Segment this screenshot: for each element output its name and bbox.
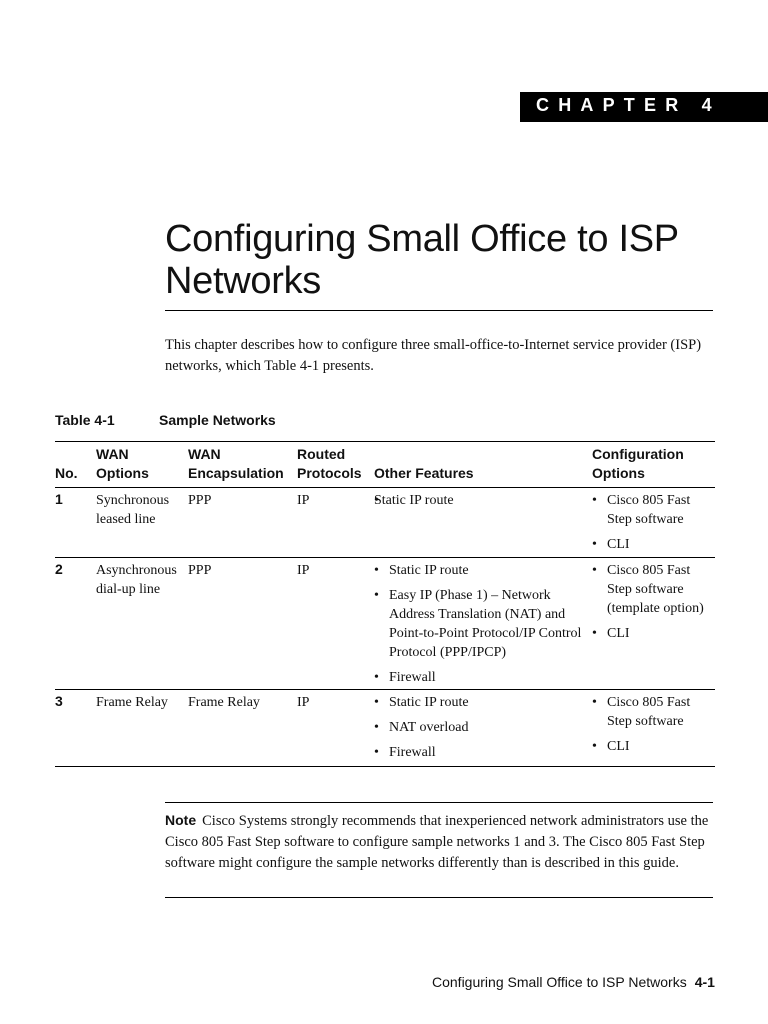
table-caption: [55, 412, 276, 428]
table-header-rule: [55, 487, 715, 488]
header-routed-protocols: Routed Protocols: [297, 446, 362, 481]
table-top-rule: [55, 441, 715, 442]
config-item: • CLI: [592, 535, 710, 554]
feature-item: • Firewall: [374, 743, 584, 762]
header-other-features: Other Features: [374, 465, 474, 481]
cell-other-features: [374, 561, 584, 693]
header-wan-options: WAN Options: [96, 446, 149, 481]
feature-item: • Static IP route: [374, 491, 584, 510]
cell-configuration-options: [592, 491, 710, 560]
feature-item: • NAT overload: [374, 718, 584, 737]
cell-wan-encapsulation: PPP: [188, 563, 212, 578]
cell-wan-options: Synchronous leased line: [96, 493, 170, 527]
footer-title: Configuring Small Office to ISP Networks: [432, 974, 687, 990]
intro-paragraph: This chapter describes how to configure three small-office-to-Internet service provider (ISP) networks, which Table 4-1 presents.: [165, 337, 702, 374]
cell-configuration-options: [592, 693, 710, 762]
feature-item: • Static IP route: [374, 561, 584, 580]
cell-other-features: [374, 491, 584, 516]
header-wan-encapsulation: WAN Encapsulation: [188, 446, 284, 481]
note-top-rule: [165, 802, 713, 803]
page-title: Configuring Small Office to ISP Networks: [165, 218, 679, 302]
note-text: Cisco Systems strongly recommends that inexperienced network administrators use the Cisco 805 Fast Step software to configure sample networks 1 and 3. The Cisco 805 Fast Step software might configure the sample networks differently than is described in this guide.: [165, 813, 709, 871]
note-bottom-rule: [165, 897, 713, 898]
config-item: • Cisco 805 Fast Step software: [592, 491, 710, 529]
feature-item: • Static IP route: [374, 693, 584, 712]
header-no: No.: [55, 465, 78, 481]
config-item: • Cisco 805 Fast Step software: [592, 693, 710, 731]
cell-wan-options: Frame Relay: [96, 695, 168, 710]
cell-routed-protocols: IP: [297, 493, 310, 508]
title-rule: [165, 310, 713, 311]
chapter-label: CHAPTER 4: [536, 95, 721, 115]
cell-routed-protocols: IP: [297, 563, 310, 578]
cell-routed-protocols: IP: [297, 695, 310, 710]
config-item: • CLI: [592, 624, 710, 643]
cell-other-features: [374, 693, 584, 768]
feature-item: • Firewall: [374, 668, 584, 687]
table-caption-title: Sample Networks: [159, 412, 276, 428]
row-number: 1: [55, 491, 63, 507]
config-item: • CLI: [592, 737, 710, 756]
header-configuration-options: Configuration Options: [592, 446, 684, 481]
cell-wan-options: Asynchronous dial-up line: [96, 563, 177, 597]
feature-item: • Easy IP (Phase 1) – Network Address Translation (NAT) and Point-to-Point Protocol/IP Control Protocol (PPP/IPCP): [374, 586, 584, 662]
page-number: 4-1: [694, 974, 715, 990]
cell-configuration-options: [592, 561, 710, 649]
note: [165, 810, 715, 874]
table-caption-number: Table 4-1: [55, 412, 115, 428]
cell-wan-encapsulation: PPP: [188, 493, 212, 508]
cell-wan-encapsulation: Frame Relay: [188, 695, 260, 710]
note-label: Note: [165, 812, 197, 828]
config-item: • Cisco 805 Fast Step software (template option): [592, 561, 710, 618]
row-number: 2: [55, 561, 63, 577]
row-number: 3: [55, 693, 63, 709]
chapter-banner: [520, 92, 768, 122]
page-footer: [432, 974, 715, 990]
